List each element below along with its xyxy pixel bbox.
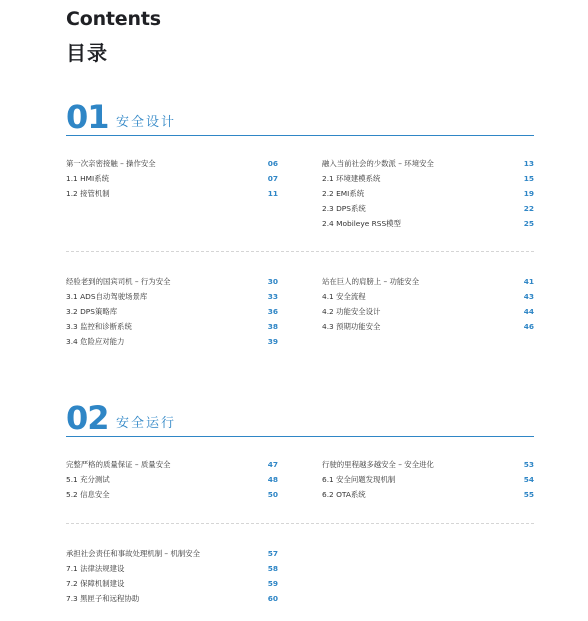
toc-entry-label: 行驶的里程越多越安全 – 安全进化 bbox=[322, 460, 434, 469]
toc-page-number: 43 bbox=[523, 292, 534, 301]
toc-entry-label: 2.2 EMI系统 bbox=[322, 189, 365, 198]
toc-entry-label: 3.3 监控和诊断系统 bbox=[66, 322, 132, 331]
toc-entry[interactable] bbox=[66, 319, 278, 334]
toc-group-2 bbox=[322, 156, 534, 231]
toc-entry-label: 7.1 法律法规建设 bbox=[66, 564, 125, 573]
toc-entry-label: 2.4 Mobileye RSS模型 bbox=[322, 219, 401, 228]
toc-page-number: 15 bbox=[523, 174, 534, 183]
toc-page-number: 19 bbox=[523, 189, 534, 198]
toc-chapter-entry[interactable] bbox=[66, 546, 278, 561]
toc-group-5 bbox=[66, 457, 278, 502]
toc-entry-label: 3.1 ADS自动驾驶场景库 bbox=[66, 292, 148, 301]
toc-entry-label: 6.2 OTA系统 bbox=[322, 490, 366, 499]
toc-chapter-entry[interactable] bbox=[66, 156, 278, 171]
section-divider bbox=[66, 251, 534, 252]
toc-page-number: 41 bbox=[523, 277, 534, 286]
toc-entry-label: 完整严格的质量保证 – 质量安全 bbox=[66, 460, 171, 469]
toc-entry[interactable] bbox=[66, 561, 278, 576]
toc-page-number: 33 bbox=[267, 292, 278, 301]
toc-entry[interactable] bbox=[66, 576, 278, 591]
toc-entry-label: 5.1 充分测试 bbox=[66, 475, 110, 484]
toc-entry-label: 5.2 信息安全 bbox=[66, 490, 110, 499]
toc-entry[interactable] bbox=[66, 186, 278, 201]
toc-entry-label: 融入当前社会的少数派 – 环境安全 bbox=[322, 159, 434, 168]
toc-entry[interactable] bbox=[322, 304, 534, 319]
toc-chapter-entry[interactable] bbox=[322, 274, 534, 289]
toc-chapter-entry[interactable] bbox=[322, 457, 534, 472]
toc-entry-label: 承担社会责任和事故处理机制 – 机制安全 bbox=[66, 549, 201, 558]
toc-entry-label: 4.3 预期功能安全 bbox=[322, 322, 381, 331]
toc-page-number: 54 bbox=[523, 475, 534, 484]
toc-group-6 bbox=[322, 457, 534, 502]
toc-entry[interactable] bbox=[322, 186, 534, 201]
toc-entry-label: 7.3 黑匣子和远程协助 bbox=[66, 594, 140, 603]
section-divider bbox=[66, 523, 534, 524]
toc-entry-label: 4.2 功能安全设计 bbox=[322, 307, 381, 316]
toc-page-number: 38 bbox=[267, 322, 278, 331]
toc-group-3 bbox=[66, 274, 278, 349]
toc-page-number: 58 bbox=[267, 564, 278, 573]
section-number: 01 bbox=[66, 98, 109, 136]
toc-entry-label: 2.1 环境建模系统 bbox=[322, 174, 381, 183]
toc-entry-label: 2.3 DPS系统 bbox=[322, 204, 366, 213]
toc-entry[interactable] bbox=[322, 201, 534, 216]
toc-entry[interactable] bbox=[66, 289, 278, 304]
toc-page-number: 46 bbox=[523, 322, 534, 331]
section-01-header bbox=[66, 95, 534, 136]
toc-chapter-entry[interactable] bbox=[66, 457, 278, 472]
toc-page-number: 30 bbox=[267, 277, 278, 286]
toc-group-4 bbox=[322, 274, 534, 334]
toc-page-number: 55 bbox=[523, 490, 534, 499]
toc-page-number: 50 bbox=[267, 490, 278, 499]
toc-page-number: 25 bbox=[523, 219, 534, 228]
toc-entry-label: 6.1 安全问题发现机制 bbox=[322, 475, 396, 484]
toc-entry[interactable] bbox=[66, 304, 278, 319]
toc-entry-label: 经验老到的国宾司机 – 行为安全 bbox=[66, 277, 171, 286]
toc-page-number: 06 bbox=[267, 159, 278, 168]
toc-page-number: 47 bbox=[267, 460, 278, 469]
toc-page-number: 39 bbox=[267, 337, 278, 346]
toc-chapter-entry[interactable] bbox=[66, 274, 278, 289]
toc-entry[interactable] bbox=[66, 487, 278, 502]
toc-entry[interactable] bbox=[322, 289, 534, 304]
toc-page-number: 11 bbox=[267, 189, 278, 198]
toc-page-number: 60 bbox=[267, 594, 278, 603]
toc-entry[interactable] bbox=[322, 319, 534, 334]
toc-page-number: 57 bbox=[267, 549, 278, 558]
toc-entry-label: 1.2 接管机制 bbox=[66, 189, 110, 198]
section-title: 安全设计 bbox=[116, 115, 177, 130]
toc-entry-label: 3.4 危险应对能力 bbox=[66, 337, 125, 346]
contents-title-zh: 目录 bbox=[66, 41, 108, 65]
toc-page-number: 53 bbox=[523, 460, 534, 469]
toc-page-number: 22 bbox=[523, 204, 534, 213]
toc-page-number: 48 bbox=[267, 475, 278, 484]
contents-title-en: Contents bbox=[66, 8, 161, 30]
toc-entry[interactable] bbox=[66, 334, 278, 349]
toc-entry[interactable] bbox=[322, 171, 534, 186]
toc-page-number: 36 bbox=[267, 307, 278, 316]
section-02-header bbox=[66, 396, 534, 437]
toc-page-number: 44 bbox=[523, 307, 534, 316]
toc-entry-label: 1.1 HMI系统 bbox=[66, 174, 109, 183]
section-title: 安全运行 bbox=[116, 416, 177, 431]
toc-entry-label: 3.2 DPS策略库 bbox=[66, 307, 118, 316]
toc-page-number: 59 bbox=[267, 579, 278, 588]
toc-chapter-entry[interactable] bbox=[322, 156, 534, 171]
toc-entry-label: 7.2 保障机制建设 bbox=[66, 579, 125, 588]
toc-entry[interactable] bbox=[322, 487, 534, 502]
toc-entry-label: 站在巨人的肩膀上 – 功能安全 bbox=[322, 277, 420, 286]
toc-entry[interactable] bbox=[322, 472, 534, 487]
toc-entry[interactable] bbox=[322, 216, 534, 231]
toc-entry[interactable] bbox=[66, 171, 278, 186]
toc-entry-label: 4.1 安全流程 bbox=[322, 292, 366, 301]
toc-entry[interactable] bbox=[66, 591, 278, 606]
toc-entry-label: 第一次亲密接触 – 操作安全 bbox=[66, 159, 156, 168]
toc-page-number: 07 bbox=[267, 174, 278, 183]
toc-group-1 bbox=[66, 156, 278, 201]
toc-page-number: 13 bbox=[523, 159, 534, 168]
toc-entry[interactable] bbox=[66, 472, 278, 487]
section-number: 02 bbox=[66, 399, 109, 437]
toc-group-7 bbox=[66, 546, 278, 606]
